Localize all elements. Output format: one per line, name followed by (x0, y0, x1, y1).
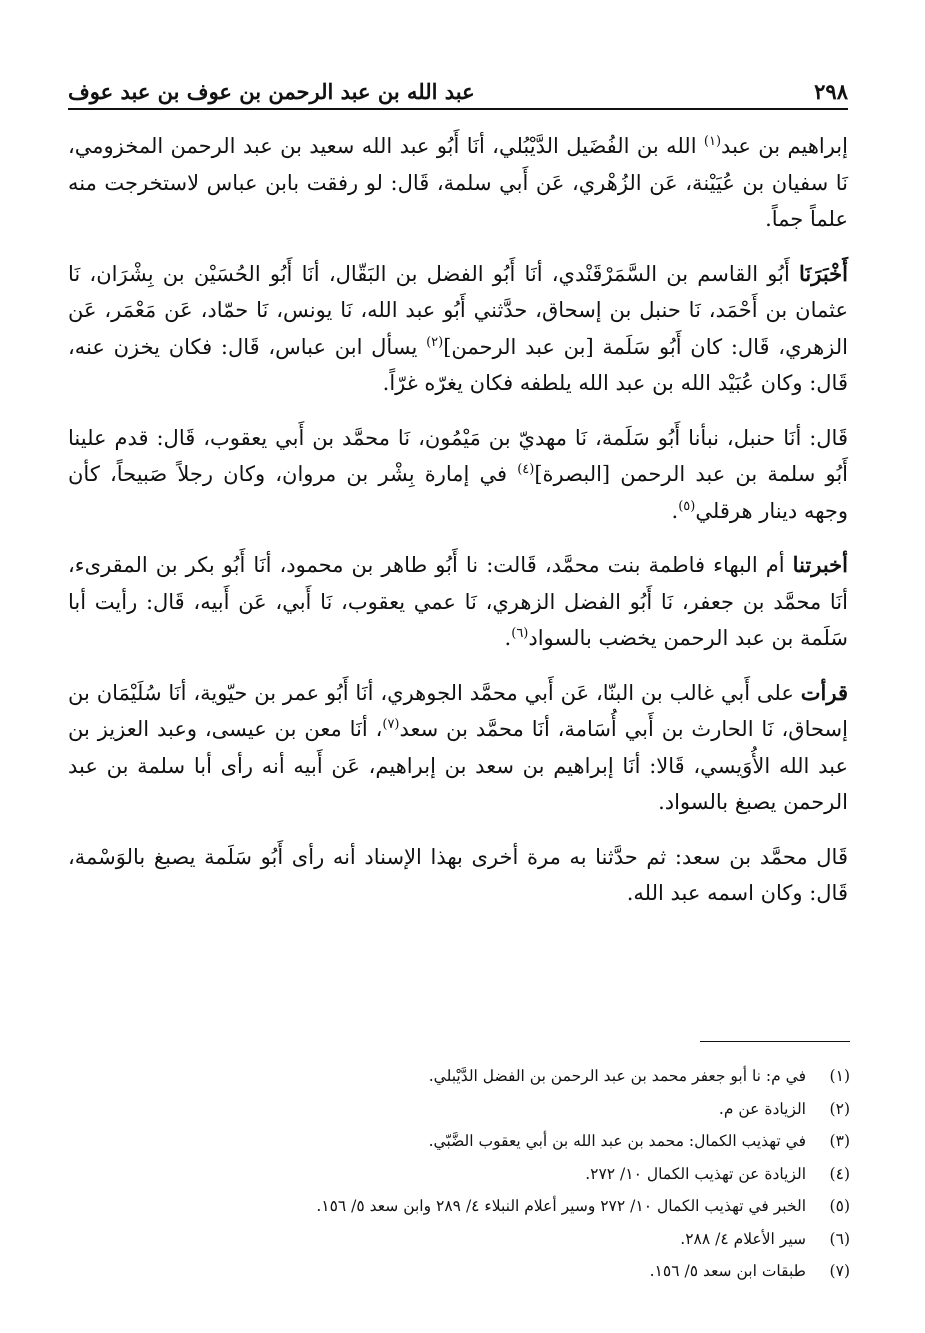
footnote-ref: (٦) (511, 626, 529, 641)
footnote-ref: (٤) (517, 462, 535, 477)
page-header (68, 70, 848, 104)
footnote-ref: (٧) (382, 717, 400, 732)
footnote-text: سير الأعلام ٤/ ٢٨٨. (680, 1229, 806, 1248)
paragraph-4: أخبرتنا أم البهاء فاطمة بنت محمَّد، قَالت: نا أَبُو طاهر بن محمود، أنَا أَبُو بكر بن المقرىء، أنَا محمَّد بن جعفر، نَا أَبُو الفضل الزهري، نَا عمي يعقوب، نَا أَبي، عَن أَبيه، قَال: رأيت أبا سَلَمة بن عبد الرحمن يخضب بالسواد$^{(٦)}$. (68, 552, 848, 650)
footnote-item (160, 1190, 850, 1223)
paragraph-lead: أَخْبَرَنَا (799, 260, 848, 286)
paragraph-2: أَخْبَرَنَا أَبُو القاسم بن السَّمَرْقَنْدي، أنَا أَبُو الفضل بن البَقّال، أنَا أَبُو الحُسَيْن بن بِشْرَان، نَا عثمان بن أَحْمَد، نَا حنبل بن إسحاق، حدَّثني أَبُو عبد الله، نَا يونس، نَا حمّاد، عَن مَعْمَر، عَن الزهري، قَال: كان أَبُو سَلَمة [بن عبد الرحمن]$^{(٢)}$ يسأل ابن عباس، قَال: فكان يخزن عنه، قَال: وكان عُبَيْد الله بن عبد الله يلطفه فكان يغرّه غرّاً. (68, 260, 848, 395)
paragraph-1: إبراهيم بن عبد$^{(١)}$ الله بن الفُضَيل الدَّيْبُلي، أنَا أَبُو عبد الله سعيد بن عبد الرحمن المخزومي، نَا سفيان بن عُيَيْنة، عَن الزُهْري، عَن أَبي سلمة، قَال: لو رفقت بابن عباس لاستخرجت منه علماً جماً. (68, 134, 848, 231)
footnote-item (160, 1093, 850, 1126)
footnote-text: الخبر في تهذيب الكمال ١٠/ ٢٧٢ وسير أعلام النبلاء ٤/ ٢٨٩ وابن سعد ٥/ ١٥٦. (316, 1197, 806, 1215)
running-head: عبد الله بن عبد الرحمن بن عوف بن عبد عوف (68, 79, 475, 104)
footnote-number: (٦) (829, 1229, 850, 1248)
footnote-item (160, 1255, 850, 1288)
footnote-item (160, 1223, 850, 1256)
footnote-number: (٧) (829, 1262, 850, 1280)
paragraph-6: قَال محمَّد بن سعد: ثم حدَّثنا به مرة أخرى بهذا الإسناد أنه رأى أَبُو سَلَمة يصبغ بالوَسْمة، قَال: وكان اسمه عبد الله. (68, 844, 848, 905)
paragraph-lead: أخبرتنا (792, 552, 848, 577)
footnote-item (160, 1158, 850, 1191)
page-number: ٢٩٨ (814, 79, 848, 104)
footnote-number: (٣) (829, 1132, 850, 1150)
footnote-text: الزيادة عن تهذيب الكمال ١٠/ ٢٧٢. (585, 1164, 806, 1183)
footnote-ref: (٥) (678, 498, 696, 514)
footnote-text: في تهذيب الكمال: محمد بن عبد الله بن أبي يعقوب الضَّبّي. (428, 1132, 806, 1150)
footnote-item (160, 1060, 850, 1093)
footnote-ref: (٢) (426, 334, 444, 350)
main-text (68, 128, 848, 930)
footnote-number: (٥) (829, 1197, 850, 1215)
paragraph-3: قَال: أنَا حنبل، نبأنا أَبُو سَلَمة، نَا مهديّ بن مَيْمُون، نَا محمَّد بن أَبي يعقوب، قَال: قدم علينا أَبُو سلمة بن عبد الرحمن [البصرة]$^{(٤)}$ في إمارة بِشْر بن مروان، وكان رجلاً صَبيحاً، كأن وجهه دينار هرقلي$^{(٥)}$. (68, 425, 848, 523)
header-rule (68, 108, 848, 110)
footnote-number: (١) (829, 1067, 850, 1085)
footnote-number: (٤) (829, 1164, 850, 1183)
footnote-item (160, 1125, 850, 1158)
footnote-text: الزيادة عن م. (718, 1099, 806, 1118)
footnote-number: (٢) (829, 1099, 850, 1118)
footnote-rule (700, 1041, 850, 1042)
footnote-text: في م: نا أبو جعفر محمد بن عبد الرحمن بن الفضل الدَّيْبلي. (428, 1067, 806, 1085)
footnotes (160, 1060, 850, 1288)
paragraph-lead: قرأت (800, 679, 848, 705)
footnote-ref: (١) (703, 134, 722, 149)
footnote-text: طبقات ابن سعد ٥/ ١٥٦. (649, 1262, 806, 1280)
paragraph-5: قرأت على أَبي غالب بن البنّا، عَن أَبي محمَّد الجوهري، أنَا أَبُو عمر بن حيّوية، أنَا سُلَيْمَان بن إسحاق، نَا الحارث بن أَبي أُسَامة، أنَا محمَّد بن سعد$^{(٧)}$، أنَا معن بن عيسى، وعبد العزيز بن عبد الله الأُوَيسي، قَالا: أنَا إبراهيم بن سعد بن إبراهيم، عَن أَبيه أنه رأى أبا سلمة بن عبد الرحمن يصبغ بالسواد. (68, 679, 848, 814)
